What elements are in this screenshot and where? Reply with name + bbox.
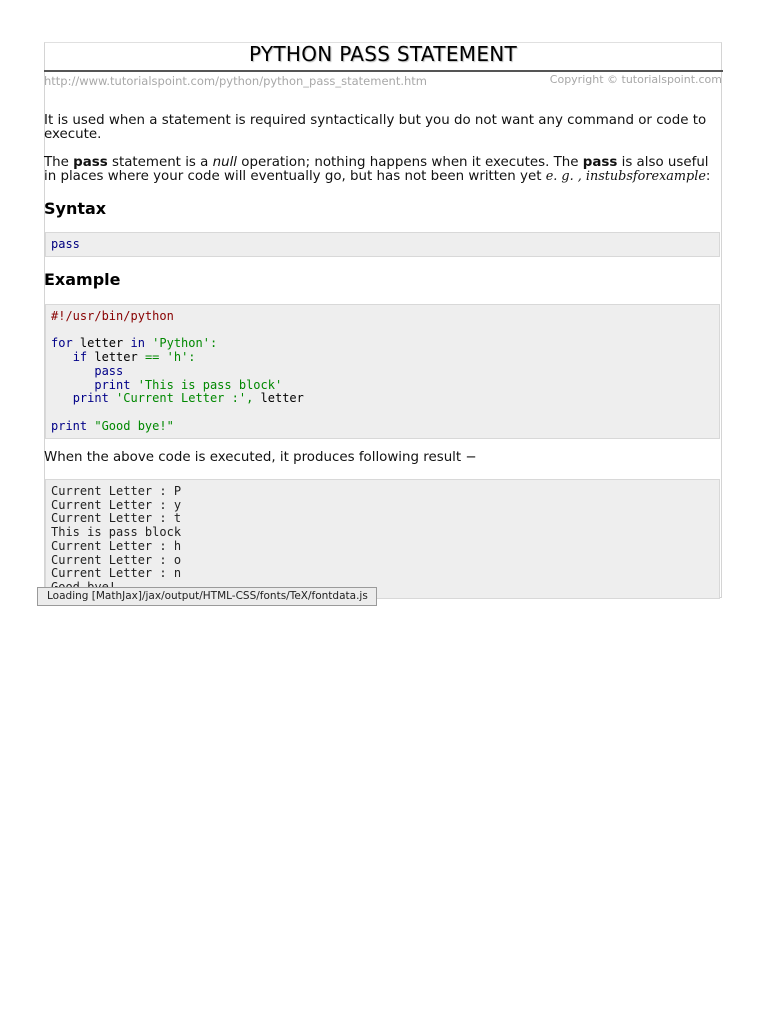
text-run: is also useful in places where your code will eventually go, but has not been written yet <box>44 155 709 184</box>
code-comment: #!/usr/bin/python <box>51 309 174 323</box>
text-run: The <box>44 155 74 170</box>
code-plain: letter <box>72 336 131 351</box>
example-code-block <box>45 304 720 439</box>
pass-description-paragraph <box>44 156 722 184</box>
code-keyword: print <box>72 391 109 406</box>
copyright-notice: Copyright © tutorialspoint.com <box>549 73 722 86</box>
code-plain: letter <box>253 391 304 406</box>
emphasis-null: null <box>212 155 238 170</box>
code-keyword: if <box>72 350 88 365</box>
code-plain: letter <box>87 350 145 365</box>
intro-paragraph: It is used when a statement is required syntactically but you do not want any command or code to execute. <box>44 113 707 142</box>
code-keyword: pass <box>94 363 124 378</box>
page-title: PYTHON PASS STATEMENT <box>248 42 518 66</box>
keyword-pass: pass <box>582 155 618 170</box>
code-string: 'This is pass block' <box>130 377 283 392</box>
mathjax-loading-status: Loading [MathJax]/jax/output/HTML-CSS/fonts/TeX/fontdata.js <box>37 587 377 606</box>
title-divider <box>44 70 723 72</box>
code-keyword: pass <box>51 237 80 251</box>
text-run: : <box>705 169 711 184</box>
source-url[interactable]: http://www.tutorialspoint.com/python/python_pass_statement.htm <box>44 74 427 88</box>
result-intro: When the above code is executed, it produces following result − <box>44 450 477 465</box>
code-string: 'Python': <box>144 336 218 351</box>
code-string: 'Current Letter :', <box>108 391 254 406</box>
code-string: 'h': <box>159 350 196 365</box>
text-run: operation; nothing happens when it executes. The <box>237 155 583 170</box>
text-run: statement is a <box>107 155 213 170</box>
code-keyword: print <box>51 418 88 433</box>
code-keyword: for <box>51 336 73 351</box>
syntax-heading: Syntax <box>44 199 107 218</box>
example-heading: Example <box>44 270 121 289</box>
keyword-pass: pass <box>73 155 108 170</box>
syntax-code-block <box>45 232 720 257</box>
math-inline: e. g. , instubsforexample <box>545 169 706 184</box>
code-operator: == <box>144 350 160 365</box>
code-keyword: in <box>130 336 145 351</box>
code-keyword: print <box>94 377 131 392</box>
code-string: "Good bye!" <box>87 418 174 433</box>
output-block: Current Letter : P Current Letter : y Current Letter : t This is pass block Current Letter : h Current Letter : o Current Letter : n <box>45 479 720 599</box>
